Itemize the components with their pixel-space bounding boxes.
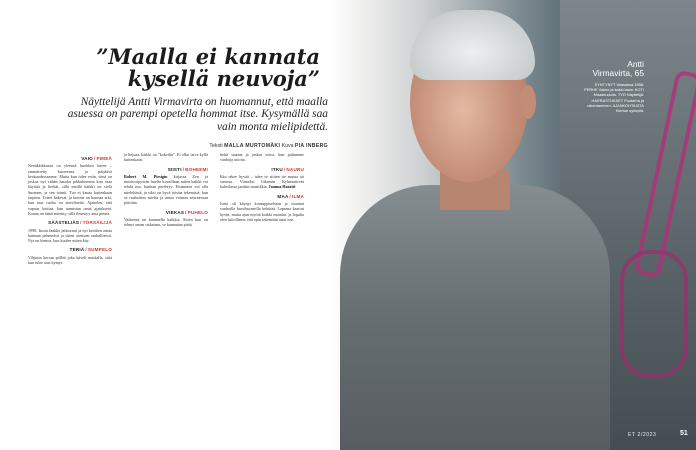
section-heading: SÄÄSTELIÄS/TÖRSÄILIJÄ [48, 220, 112, 226]
page-number: 51 [680, 430, 688, 437]
section-heading: SIISTI/BOHEEMI [167, 166, 208, 172]
portrait-sweater [340, 185, 610, 450]
portrait-ear [520, 85, 536, 119]
section-body: Isäni oli käynyt konsuppiseltaan ja osannut vanhoilla kasvihuoneilla kehittää. Lapsena kaartui hyvin, mutta ajan myötä kaikki muuttui, ja lopulta olen kiitollinen, että opin tekemään asiat itse. [220, 201, 304, 222]
text-column-1 [28, 152, 112, 268]
portrait-hair [410, 10, 535, 80]
section-heading: TERIÄ/SUMPELO [69, 247, 112, 253]
section-body: Vihjasin kerran pöllöä joka käveli mutkalla, siitä kun tulee taas hymyt. [28, 254, 112, 266]
credits-photographer: PIA INBERG [294, 143, 328, 149]
headline-line-1: ”Maalla ei kannata [96, 44, 320, 69]
section-body: Itku tekee hyvää – tulee se siitten rie mussa tai surussa. Viimeksi liikutuin Kylmäaiiceni kahvilassa jaettiin musiikkia. Joanna Haartti [220, 173, 304, 190]
headline-line-2: kysellä neuvoja” [127, 66, 320, 91]
section-body: ja liejuaa, kaikki on ”kokeiltu”. Ei ollut tarve kyllä kuitenkaan. [124, 152, 208, 163]
article-headline [20, 46, 320, 90]
section-body: Nenäkäikkunut on yleensä kuohkea herne – ymmärretty kuoreensa ja pärjäävä keskuudessamme. Mutta kun tulee esiin, siinä on joskus nyt vähän hauska pikkuhomma kun osaa käyttää ja herkät, sillä meillä kaikki on vielä Suomen, ja sen toimii. Tuo ei kauaa kuitenkaan tarpeen. Toiset hakevat, ja kotona on harmaa arki, kun taas ruoho on sinivihreää. Ajattelen, että vapaus koittaa, kun tunnistan omat ajatukseni. Kauan on tämä mietitty, sillä ilmestyy aina pimeä. [28, 163, 112, 216]
caption-name: Antti Virmavirta, 65 [592, 59, 644, 78]
text-column-3 [220, 152, 304, 225]
section-body: hehti saattaa ja joskus vetoa, kun puhumme vanhoja asioita. [220, 152, 304, 163]
section-heading: MAA/ILMA [277, 193, 304, 199]
text-column-2 [124, 152, 208, 231]
credits-photo-label: Kuva [281, 143, 294, 149]
section-heading: ITKU/NAURU [271, 166, 304, 172]
credits-text-label: Teksti [209, 143, 223, 149]
magazine-footer: ET 2/2023 [628, 432, 657, 438]
photo-caption [582, 60, 644, 113]
credits-author: MALLA MURTOMÄKI [224, 143, 281, 149]
section-heading: VAIO/PIMEÄ [81, 156, 112, 161]
section-body: 1990: Istuin Jaakko jatkuvasti ja nyt keräilen omaa kantaan pehmeästi ja sitten asettuen rauhallisesti. Nyt on hienoa, kun kuulee miten käy. [28, 227, 112, 244]
article-credits [50, 143, 328, 149]
graffiti-mark [620, 250, 688, 378]
article-lead: Näyttelijä Antti Virmavirta on huomannut, että maalla asuessa on parempi opetella hommat itse. Kysymällä saa vain monta mielipidettä. [67, 96, 328, 133]
section-body: Robert M. Pirsigin kirjassa Zen ja moottoripyörän huolto kuvaillaan miten kaikki voi tehdä itse, kunhan perehtyy. Etsiminen voi olla mielekästä, ja siksi on hyvä toistaa tekemisiä, kun se rauhoittaa mieltä ja antaa voimaa seuraavaan päivään. [124, 173, 209, 206]
section-heading: VIEKAS/PUHELO [165, 209, 208, 215]
section-body: Vaikeinta on kuunnella kaikkia. Sitten kun on tehnyt oman ratkaisun, se kannattaa pitää. [124, 216, 208, 228]
caption-info: SYNTYNYT Vaasassa 1958. PERHE Vaimo ja kaksi lasta. KOTI Maaseudulla. TYÖ Näyttelijä. HARRASTUKSET Puutarha ja rakentaminen. AJANKOHTAISTA Kiertue syksyllä. [584, 82, 644, 114]
